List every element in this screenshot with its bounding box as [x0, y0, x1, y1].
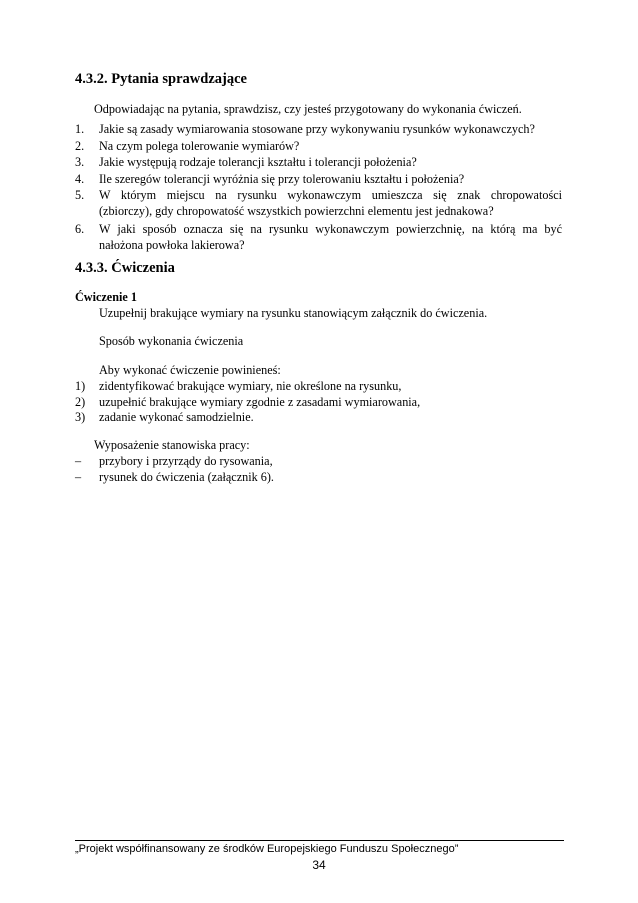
footer-text: „Projekt współfinansowany ze środków Europejskiego Funduszu Społecznego” [75, 843, 459, 855]
question-number: 5. [75, 188, 85, 202]
equipment-title: Wyposażenie stanowiska pracy: [94, 438, 250, 452]
question-text: W którym miejscu na rysunku wykonawczym umieszcza się znak chropowatości [99, 188, 562, 202]
question-number: 4. [75, 172, 85, 186]
dash-bullet: – [75, 470, 82, 484]
exercise-title: Ćwiczenie 1 [75, 290, 137, 304]
question-number: 6. [75, 222, 85, 236]
questions-intro: Odpowiadając na pytania, sprawdzisz, czy jesteś przygotowany do wykonania ćwiczeń. [94, 102, 522, 116]
steps-intro: Aby wykonać ćwiczenie powinieneś: [99, 363, 281, 377]
step-number: 2) [75, 395, 86, 409]
step-text: zadanie wykonać samodzielnie. [99, 410, 254, 424]
step-text: zidentyfikować brakujące wymiary, nie określone na rysunku, [99, 379, 402, 393]
method-title: Sposób wykonania ćwiczenia [99, 334, 244, 348]
step-number: 3) [75, 410, 86, 424]
question-text: Jakie występują rodzaje tolerancji kształtu i tolerancji położenia? [99, 155, 417, 169]
question-number: 1. [75, 122, 85, 136]
question-text-continuation: nałożona powłoka lakierowa? [99, 238, 245, 252]
step-number: 1) [75, 379, 86, 393]
step-text: uzupełnić brakujące wymiary zgodnie z zasadami wymiarowania, [99, 395, 421, 409]
dash-bullet: – [75, 454, 82, 468]
question-number: 3. [75, 155, 85, 169]
question-text: Jakie są zasady wymiarowania stosowane przy wykonywaniu rysunków wykonawczych? [99, 122, 535, 136]
question-text-continuation: (zbiorczy), gdy chropowatość wszystkich powierzchni elementu jest jednakowa? [99, 204, 494, 218]
page-number: 34 [312, 858, 326, 872]
equipment-item: rysunek do ćwiczenia (załącznik 6). [99, 470, 274, 484]
section-heading-cwiczenia: 4.3.3. Ćwiczenia [75, 260, 175, 276]
exercise-task: Uzupełnij brakujące wymiary na rysunku stanowiącym załącznik do ćwiczenia. [99, 306, 488, 320]
section-heading-pytania: 4.3.2. Pytania sprawdzające [75, 71, 247, 87]
question-text: W jaki sposób oznacza się na rysunku wykonawczym powierzchnię, na którą ma być [99, 222, 562, 236]
equipment-item: przybory i przyrządy do rysowania, [99, 454, 273, 468]
question-number: 2. [75, 139, 85, 153]
footer-divider [75, 840, 564, 841]
question-text: Na czym polega tolerowanie wymiarów? [99, 139, 300, 153]
question-text: Ile szeregów tolerancji wyróżnia się przy tolerowaniu kształtu i położenia? [99, 172, 465, 186]
